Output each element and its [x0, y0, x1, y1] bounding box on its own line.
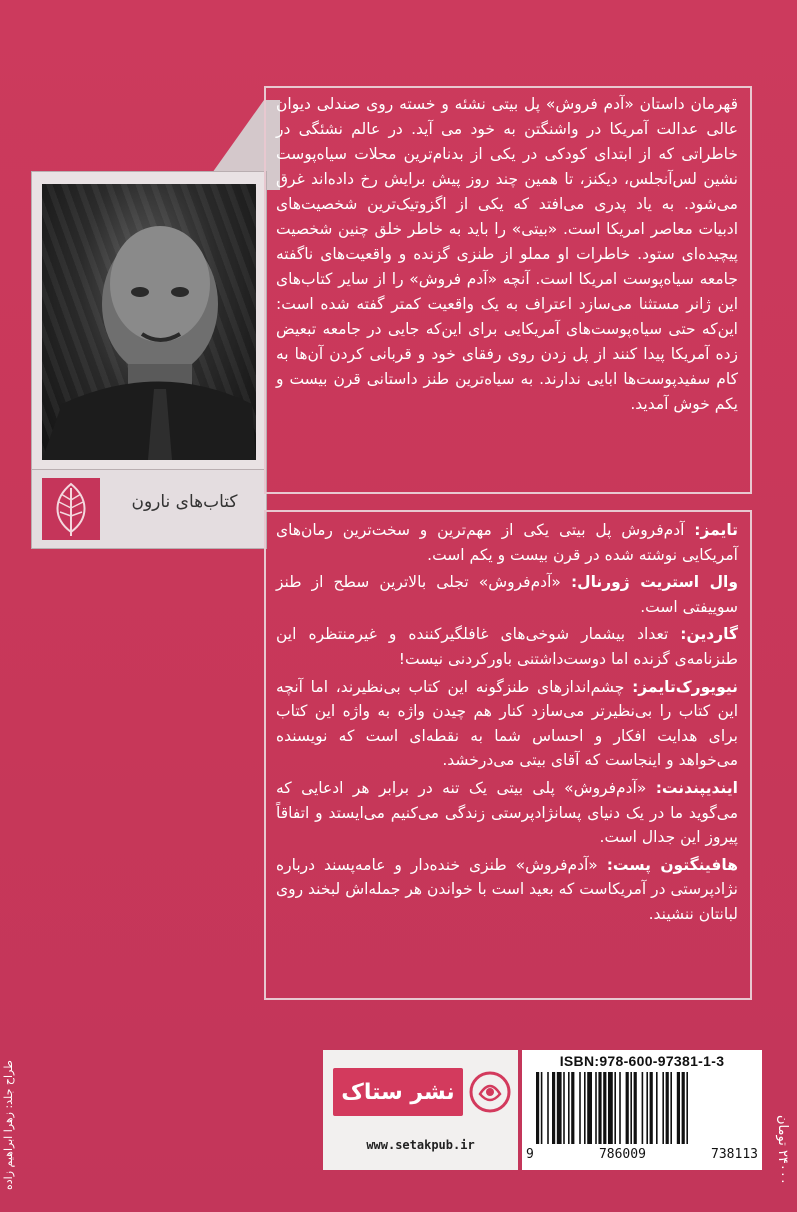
review-item [276, 622, 738, 671]
barcode-digit-group: 786009 [598, 1147, 646, 1162]
barcode-bar [626, 1072, 629, 1144]
barcode-bar [598, 1072, 601, 1144]
review-text: تعداد بیشمار شوخی‌های غافلگیرکننده و غیرمنتظره این طنزنامه‌ی گزنده اما دوست‌داشتنی باورکردنی نیست! [276, 625, 738, 668]
review-item [276, 518, 738, 567]
barcode-bar [608, 1072, 613, 1144]
barcode-graphic [532, 1072, 752, 1148]
review-item [276, 570, 738, 619]
barcode-bar [642, 1072, 644, 1144]
review-source: هافینگتون پست: [606, 855, 738, 874]
publisher-block [323, 1050, 518, 1170]
review-item [276, 675, 738, 773]
barcode-bar [670, 1072, 672, 1144]
barcode-bar [650, 1072, 653, 1144]
barcode-bar [662, 1072, 664, 1144]
barcode-digit-group: 9 [526, 1147, 534, 1162]
price-label: ۲۴۰۰۰ تومان [775, 1115, 790, 1185]
review-text: «آدم‌فروش» طنزی خنده‌دار و عامه‌پسند درباره نژادپرستی در آمریکاست که بعید است با خواندن هر جمله‌اش لبخند روی لبانتان ننشیند. [276, 855, 738, 923]
publisher-emblem-icon [468, 1068, 512, 1116]
author-portrait-illustration [42, 184, 256, 460]
barcode-bar [547, 1072, 549, 1144]
barcode-bar [579, 1072, 581, 1144]
barcode-bar [536, 1072, 539, 1144]
barcode-bar [587, 1072, 592, 1144]
barcode-bar [666, 1072, 669, 1144]
barcode-bar [563, 1072, 565, 1144]
barcode-bar [614, 1072, 616, 1144]
barcode-bar [682, 1072, 685, 1144]
review-text: آدم‌فروش پل بیتی یکی از مهم‌ترین و سخت‌ترین رمان‌های آمریکایی نوشته شده در قرن بیست و یکم است. [276, 521, 738, 564]
barcode-digit-group: 738113 [711, 1147, 758, 1162]
review-source: گاردین: [680, 625, 738, 644]
review-source: وال استریت ژورنال: [570, 573, 738, 592]
author-photo [42, 184, 256, 460]
barcode-bar [677, 1072, 680, 1144]
synopsis-text: قهرمان داستان «آدم فروش» پل بیتی نشئه و خسته روی صندلی دیوان عالی عدالت آمریکا در واشنگتن به خود می آید. در عالم نشئگی در خاطراتی که از ابتدای کودکی در یکی از بدنام‌ترین محلات سیاه‌پوست نشین لس‌آنجلس، دیکنز، تا همین چند روز پیش برایش رخ داده‌اند غرق می‌شود. به یاد پدری می‌افتد که یکی از اگزوتیک‌ترین شخصیت‌های ادبیات معاصر امریکا است. «بیتی» را باید به خاطر خلق چنین شخصیت پیچیده‌ای ستود. خاطرات او مملو از طنزی گزنده و واقعیت‌های ناگفته جامعه سیاه‌پوست امریکا است. آنچه «آدم فروش» را از سایر کتاب‌های این ژانر مستثنا می‌سازد اعتراف به یک واقعیت کمتر گفته شده است: این‌که حتی سیاه‌پوست‌های آمریکایی برای این‌که جایی در جامعه تبعیض زده آمریکا پیدا کنند از پل زدن روی رفقای خود و قربانی کردن آن‌ها به کام سفیدپوست‌ها ابایی ندارند. به سیاه‌ترین طنز داستانی قرن بیست و یکم خوش آمدید. [276, 95, 738, 413]
review-text: «آدم‌فروش» پلی بیتی یک تنه در برابر هر ادعایی که می‌گوید ما در یک دنیای پسانژادپرستی زندگی می‌کنیم می‌ایستد و اتفاقاً پیروز این جدال است. [276, 778, 738, 847]
barcode-bar [646, 1072, 648, 1144]
barcode-bar [552, 1072, 555, 1144]
barcode-bar [619, 1072, 621, 1144]
cover-designer-credit: طراح جلد: زهرا ابراهیم زاده [2, 1060, 15, 1190]
barcode-bar [634, 1072, 637, 1144]
reviews-box [264, 510, 752, 1000]
barcode-bar [584, 1072, 586, 1144]
review-source: ایندیپندنت: [655, 778, 738, 797]
barcode-digits [526, 1147, 758, 1162]
barcode-bar [630, 1072, 632, 1144]
author-photo-frame [32, 172, 266, 470]
imprint-strip [32, 470, 266, 548]
isbn-label: ISBN:978-600-97381-1-3 [559, 1053, 725, 1069]
barcode-bar [541, 1072, 543, 1144]
review-source: تایمز: [694, 521, 738, 539]
review-text: «آدم‌فروش» تجلی بالاترین سطح از طنز سوییفتی است. [276, 573, 738, 616]
publisher-url[interactable]: www.setakpub.ir [366, 1138, 475, 1152]
synopsis-box [264, 86, 752, 494]
review-text: چشم‌اندازهای طنزگونه این کتاب بی‌نظیرند، اما آنچه این کتاب را بی‌نظیرتر می‌سازد کنار هم چیدن واژه به واژه این کتاب برای هدایت افکار و احساس شما به نقطه‌ای است که نویسنده می‌خواهد و اینجاست که آقای بیتی می‌درخشد. [276, 677, 738, 770]
barcode-block [522, 1050, 762, 1170]
barcode-bar [571, 1072, 574, 1144]
review-source: نیویورک‌تایمز: [632, 677, 738, 696]
barcode-bar [656, 1072, 658, 1144]
barcode-bar [557, 1072, 562, 1144]
publisher-name: نشر ستاک [333, 1068, 463, 1116]
review-item [276, 853, 738, 927]
review-item [276, 776, 738, 850]
barcode-bar [686, 1072, 688, 1144]
imprint-name: کتاب‌های نارون [131, 492, 238, 512]
leaf-logo-icon [42, 478, 100, 540]
barcode-bar [603, 1072, 606, 1144]
barcode-bar [568, 1072, 570, 1144]
barcode-bar [595, 1072, 597, 1144]
